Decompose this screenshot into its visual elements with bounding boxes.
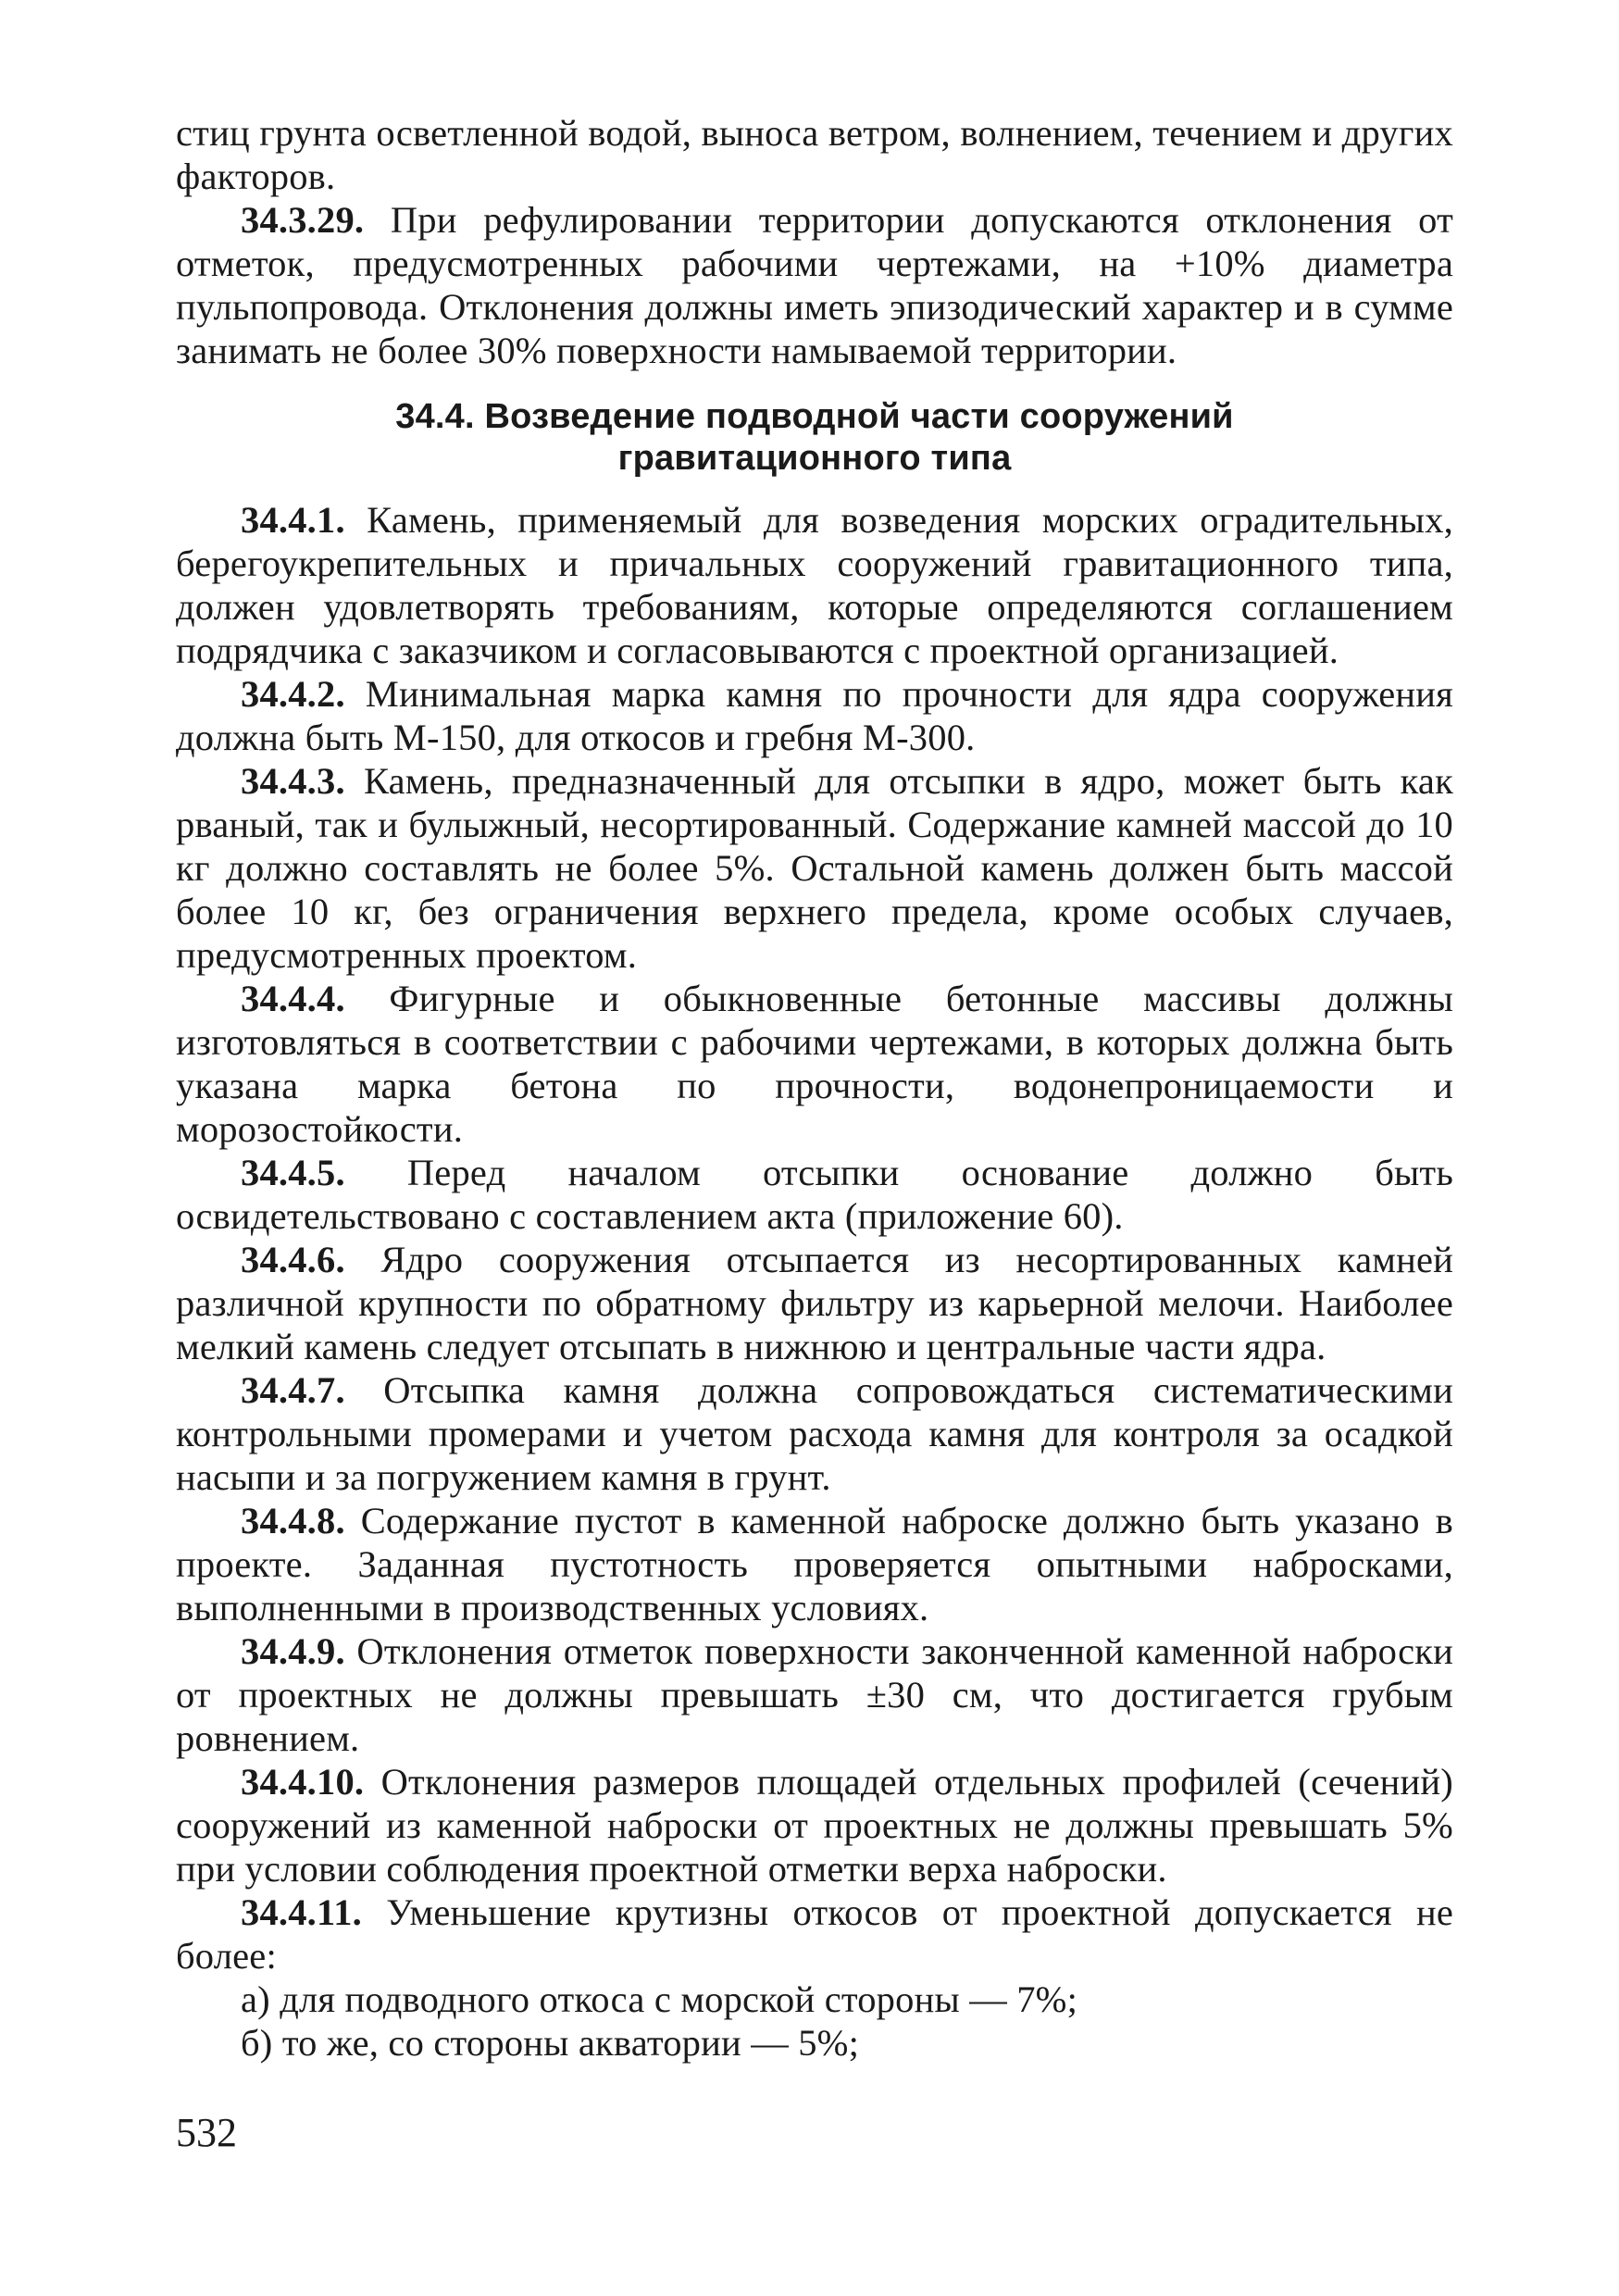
paragraph-34-4-2 [176, 672, 1453, 759]
paragraph-34-3-29 [176, 198, 1453, 372]
paragraph-34-4-3 [176, 759, 1453, 977]
page-body [176, 111, 1453, 2065]
paragraph-number: 34.4.9. [241, 1630, 345, 1672]
list-item-a: а) для подводного откоса с морской стороны — 7%; [241, 1978, 1078, 2020]
paragraph-34-4-6 [176, 1238, 1453, 1368]
paragraph-number: 34.4.11. [241, 1891, 362, 1933]
paragraph-text: Отклонения отметок поверхности законченной каменной наброски от проектных не должны превышать ±30 см, что достигается грубым ровнением. [176, 1630, 1453, 1759]
paragraph-text: Отсыпка камня должна сопровождаться систематическими контрольными промерами и учетом расхода камня для контроля за осадкой насыпи и за погружением камня в грунт. [176, 1369, 1453, 1498]
paragraph-34-4-5 [176, 1151, 1453, 1238]
paragraph-34-4-7 [176, 1368, 1453, 1499]
paragraph-text: Ядро сооружения отсыпается из несортированных камней различной крупности по обратному фильтру из карьерной мелочи. Наиболее мелкий камень следует отсыпать в нижнюю и центральные части ядра. [176, 1239, 1453, 1367]
paragraph-34-4-10 [176, 1760, 1453, 1890]
paragraph-number: 34.4.3. [241, 760, 345, 802]
paragraph-number: 34.4.7. [241, 1369, 345, 1411]
paragraph-text: Фигурные и обыкновенные бетонные массивы должны изготовляться в соответствии с рабочими чертежами, в которых должна быть указана марка бетона по прочности, водонепроницаемости и морозостойкости. [176, 978, 1453, 1150]
paragraph-text: Перед началом отсыпки основание должно быть освидетельствовано с составлением акта (приложение 60). [176, 1152, 1453, 1237]
paragraph-34-4-4 [176, 977, 1453, 1151]
list-item-b: б) то же, со стороны акватории — 5%; [241, 2022, 860, 2064]
section-heading-line-2: гравитационного типа [617, 439, 1012, 478]
paragraph-text: Камень, предназначенный для отсыпки в ядро, может быть как рваный, так и булыжный, несортированный. Содержание камней массой до 10 кг должно составлять не более 5%. Остальной камень должен быть массой более 10 кг, без ограничения верхнего предела, кроме особых случаев, предусмотренных проектом. [176, 760, 1453, 976]
paragraph-number: 34.4.5. [241, 1152, 345, 1193]
opening-paragraph: стиц грунта осветленной водой, выноса ветром, волнением, течением и других факторов. [176, 112, 1453, 197]
paragraph-34-4-8 [176, 1499, 1453, 1629]
paragraph-text: При рефулировании территории допускаются отклонения от отметок, предусмотренных рабочими чертежами, на +10% диаметра пульпопровода. Отклонения должны иметь эпизодический характер и в сумме занимать не более 30% поверхности намываемой территории. [176, 199, 1453, 371]
paragraph-text: Отклонения размеров площадей отдельных профилей (сечений) сооружений из каменной наброски от проектных не должны превышать 5% при условии соблюдения проектной отметки верха наброски. [176, 1761, 1453, 1890]
paragraph-34-4-9 [176, 1629, 1453, 1760]
paragraph-34-4-11 [176, 1890, 1453, 1978]
paragraph-number: 34.4.6. [241, 1239, 345, 1280]
paragraph-number: 34.4.2. [241, 673, 345, 715]
paragraph-text: Минимальная марка камня по прочности для ядра сооружения должна быть М-150, для откосов и гребня М-300. [176, 673, 1453, 758]
paragraph-34-4-1 [176, 498, 1453, 672]
paragraph-number: 34.4.1. [241, 499, 345, 541]
section-heading [176, 396, 1453, 480]
paragraph-text: Уменьшение крутизны откосов от проектной допускается не более: [176, 1891, 1453, 1977]
page-number: 532 [176, 2110, 237, 2155]
paragraph-number: 34.4.8. [241, 1500, 345, 1541]
paragraph-number: 34.4.10. [241, 1761, 365, 1803]
section-heading-line-1: 34.4. Возведение подводной части сооружений [395, 397, 1234, 436]
paragraph-text: Камень, применяемый для возведения морских оградительных, берегоукрепительных и причальных сооружений гравитационного типа, должен удовлетворять требованиям, которые определяются соглашением подрядчика с заказчиком и согласовываются с проектной организацией. [176, 499, 1453, 671]
paragraph-number: 34.3.29. [241, 199, 365, 241]
paragraph-number: 34.4.4. [241, 978, 345, 1019]
paragraph-text: Содержание пустот в каменной наброске должно быть указано в проекте. Заданная пустотность проверяется опытными набросками, выполненными в производственных условиях. [176, 1500, 1453, 1628]
